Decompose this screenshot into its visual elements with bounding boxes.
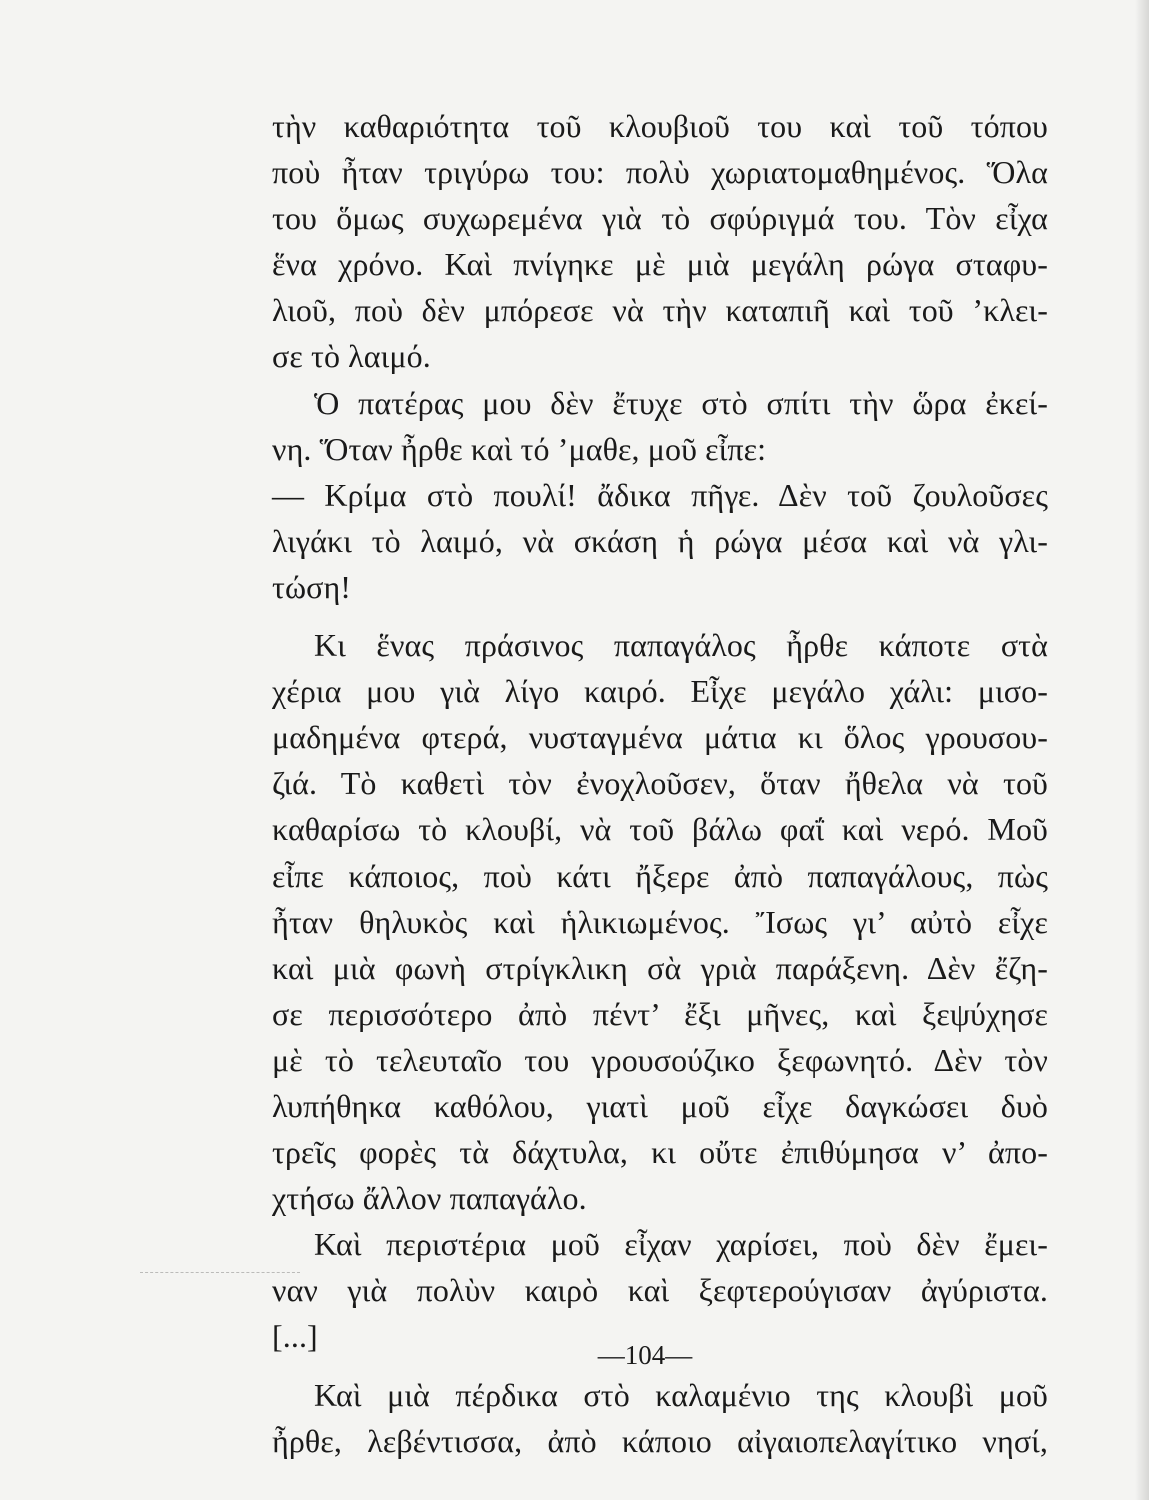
body-text [272,103,1048,1464]
text-line-8: νη. Ὅταν ἦρθε καὶ τό ’μαθε, μοῦ εἶπε: [272,430,767,467]
text-line-18: ἦταν θηλυκὸς καὶ ἡλικιωμένος. Ἴσως γι’ αὐτὸ εἶχε [272,903,1048,940]
page-number: —104— [597,1340,693,1370]
text-line-10: λιγάκι τὸ λαιμό, νὰ σκάση ἡ ρώγα μέσα καὶ νὰ γλι- [272,522,1048,559]
text-line-27: [...] [272,1318,318,1355]
text-line-22: λυπήθηκα καθόλου, γιατὶ μοῦ εἶχε δαγκώσει δυὸ [272,1087,1048,1124]
text-line-19: καὶ μιὰ φωνὴ στρίγκλικη σὰ γριὰ παράξενη. Δὲν ἔζη- [272,949,1048,986]
text-line-1: τὴν καθαριότητα τοῦ κλουβιοῦ του καὶ τοῦ τόπου [272,108,1048,144]
text-line-20: σε περισσότερο ἀπὸ πέντ’ ἔξι μῆνες, καὶ ξεψύχησε [272,995,1048,1032]
binding-shadow [1135,0,1149,1500]
text-line-13: χέρια μου γιὰ λίγο καιρό. Εἶχε μεγάλο χάλι: μισο- [272,673,1048,710]
bleed-through-rule [140,1272,300,1274]
text-line-4: ἕνα χρόνο. Καὶ πνίγηκε μὲ μιὰ μεγάλη ρώγα σταφυ- [272,246,1048,283]
text-line-29: ἦρθε, λεβέντισσα, ἀπὸ κάποιο αἰγαιοπελαγίτικο νησί, [272,1422,1048,1459]
text-line-16: καθαρίσω τὸ κλουβί, νὰ τοῦ βάλω φαΐ καὶ νερό. Μοῦ [272,811,1048,848]
text-line-14: μαδημένα φτερά, νυσταγμένα μάτια κι ὅλος γρουσου- [272,719,1048,756]
text-line-6: σε τὸ λαιμό. [272,338,431,375]
text-line-25: Καὶ περιστέρια μοῦ εἶχαν χαρίσει, ποὺ δὲν ἔμει- [314,1226,1048,1263]
text-line-26: ναν γιὰ πολὺν καιρὸ καὶ ξεφτερούγισαν ἀγύριστα. [272,1272,1048,1309]
text-line-17: εἶπε κάποιος, ποὺ κάτι ἤξερε ἀπὸ παπαγάλους, πὼς [272,857,1048,894]
text-line-9: — Κρίμα στὸ πουλί! ἄδικα πῆγε. Δὲν τοῦ ζουλοῦσες [272,476,1048,513]
text-line-2: ποὺ ἦταν τριγύρω του: πολὺ χωριατομαθημένος. Ὅλα [272,154,1048,191]
text-line-3: του ὅμως συχωρεμένα γιὰ τὸ σφύριγμά του. Τὸν εἶχα [272,200,1048,237]
text-line-11: τώση! [272,568,352,605]
text-line-7: Ὁ πατέρας μου δὲν ἔτυχε στὸ σπίτι τὴν ὥρα ἐκεί- [314,384,1048,421]
text-line-12: Κι ἕνας πράσινος παπαγάλος ἦρθε κάποτε στὰ [314,627,1048,664]
text-line-24: χτήσω ἄλλον παπαγάλο. [272,1180,587,1217]
text-line-15: ζιά. Τὸ καθετὶ τὸν ἐνοχλοῦσεν, ὅταν ἤθελα νὰ τοῦ [272,765,1048,802]
text-line-23: τρεῖς φορὲς τὰ δάχτυλα, κι οὔτε ἐπιθύμησα ν’ ἀπο- [272,1134,1048,1171]
text-line-5: λιοῦ, ποὺ δὲν μπόρεσε νὰ τὴν καταπιῆ καὶ τοῦ ’κλει- [272,292,1048,329]
text-line-21: μὲ τὸ τελευταῖο του γρουσούζικο ξεφωνητό. Δὲν τὸν [272,1041,1048,1078]
text-line-28: Καὶ μιὰ πέρδικα στὸ καλαμένιο της κλουβὶ μοῦ [314,1376,1048,1413]
paragraph-gap [272,610,1048,622]
